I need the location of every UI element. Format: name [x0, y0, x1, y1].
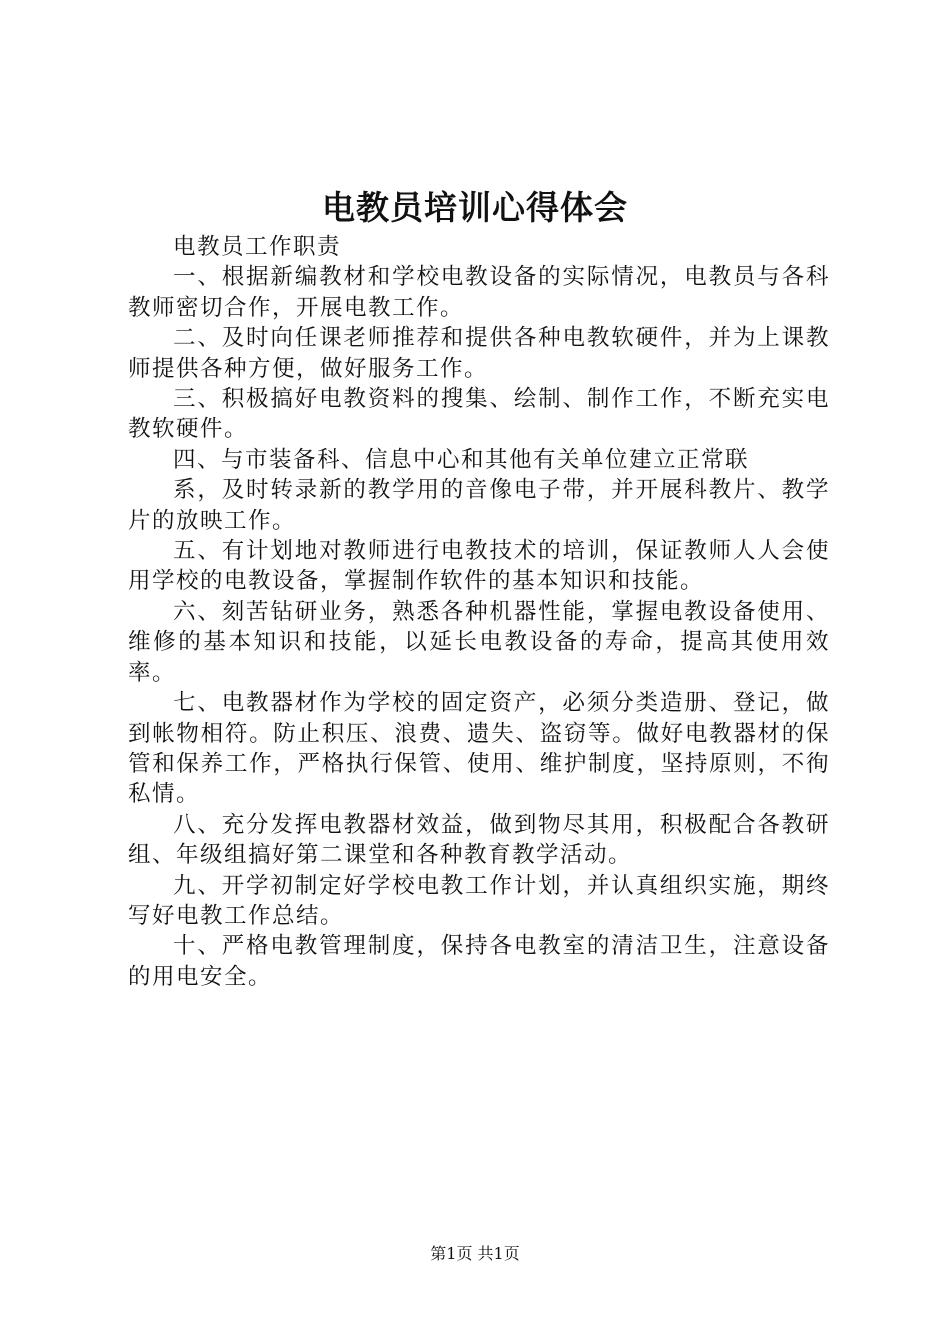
paragraph-item-1: 一、根据新编教材和学校电教设备的实际情况，电教员与各科教师密切合作，开展电教工作。 — [128, 264, 830, 321]
paragraph-item-6: 六、刻苦钻研业务，熟悉各种机器性能，掌握电教设备使用、维修的基本知识和技能，以延长电教设备的寿命，提高其使用效率。 — [128, 598, 830, 686]
paragraph-item-7: 七、电教器材作为学校的固定资产，必须分类造册、登记，做到帐物相符。防止积压、浪费、遗失、盗窃等。做好电教器材的保管和保养工作，严格执行保管、使用、维护制度，坚持原则，不徇私情。 — [128, 690, 830, 808]
paragraph-item-4-continued: 系，及时转录新的教学用的音像电子带，并开展科教片、教学片的放映工作。 — [128, 477, 830, 534]
paragraph-item-2: 二、及时向任课老师推荐和提供各种电教软硬件，并为上课教师提供各种方便，做好服务工作。 — [128, 325, 830, 382]
paragraph-heading: 电教员工作职责 — [173, 234, 342, 260]
paragraph-item-10: 十、严格电教管理制度，保持各电教室的清洁卫生，注意设备的用电安全。 — [128, 933, 830, 990]
paragraph-item-4: 四、与市装备科、信息中心和其他有关单位建立正常联 — [173, 446, 750, 473]
paragraph-item-9: 九、开学初制定好学校电教工作计划，并认真组织实施，期终写好电教工作总结。 — [128, 872, 830, 929]
page-footer: 第1页 共1页 — [430, 1244, 520, 1263]
paragraph-item-3: 三、积极搞好电教资料的搜集、绘制、制作工作，不断充实电教软硬件。 — [128, 386, 830, 443]
document-body — [128, 232, 830, 992]
paragraph-item-8: 八、充分发挥电教器材效益，做到物尽其用，积极配合各教研组、年级组搞好第二课堂和各种教育教学活动。 — [128, 811, 830, 869]
document-title: 电教员培训心得体会 — [322, 188, 628, 227]
paragraph-item-5: 五、有计划地对教师进行电教技术的培训，保证教师人人会使用学校的电教设备，掌握制作软件的基本知识和技能。 — [128, 538, 830, 595]
